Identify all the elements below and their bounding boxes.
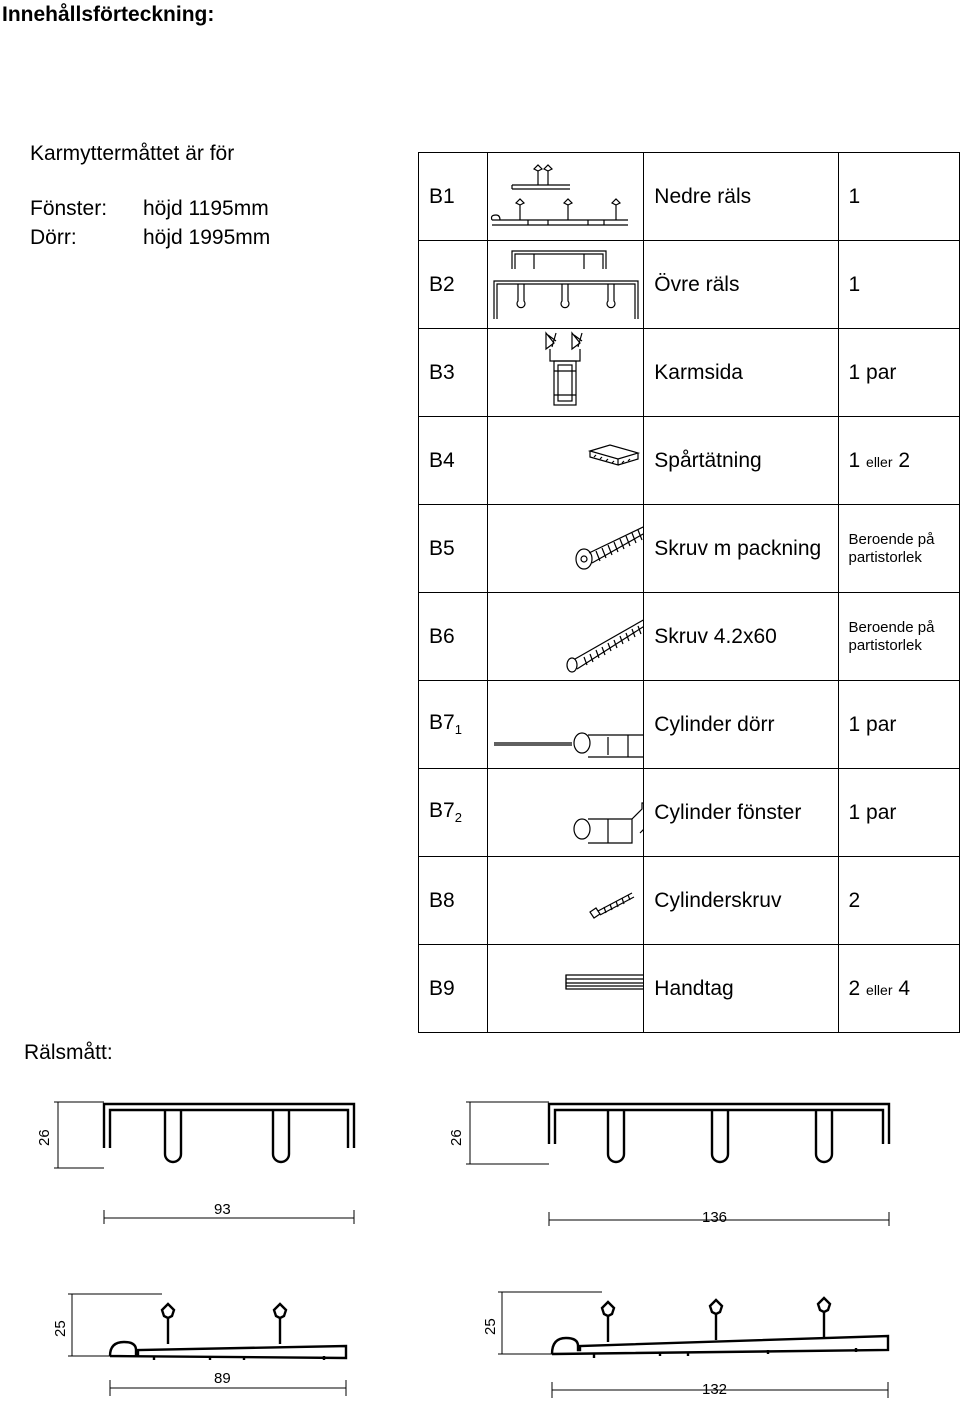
part-quantity [838,417,960,505]
rail-dimensions-heading: Rälsmått: [24,1041,113,1064]
part-name: Spårtätning [644,417,838,505]
table-row [419,153,960,241]
code-main: B7 [429,799,455,823]
part-quantity: 1 [838,153,960,241]
table-row [419,681,960,769]
door-cylinder-icon [488,681,644,769]
window-label: Fönster: [30,197,108,220]
part-code [419,769,488,857]
dim-upper-large-width: 136 [702,1209,728,1226]
dim-lower-small-height: 25 [52,1320,69,1337]
code-subscript: 1 [454,722,462,738]
lower-rail-small-profile [110,1304,346,1360]
part-quantity [838,945,960,1033]
upper-rail-small-profile [104,1104,354,1162]
table-row [419,593,960,681]
part-quantity-note [838,593,960,681]
qty-value: 2 [848,976,861,1000]
part-name: Skruv m packning [644,505,838,593]
upper-rail-large-profile [549,1104,889,1162]
door-height: höjd 1995mm [143,226,271,249]
part-quantity: 2 [838,857,960,945]
part-quantity: 1 par [838,769,960,857]
part-quantity: 1 par [838,329,960,417]
part-name: Övre räls [644,241,838,329]
part-name: Cylinderskruv [644,857,838,945]
part-name: Cylinder dörr [644,681,838,769]
lower-rail-icon [488,153,644,241]
note-line-1: Beroende på [848,530,935,548]
page-title: Innehållsförteckning: [2,3,215,26]
screw-with-gasket-icon [488,505,644,593]
part-name: Skruv 4.2x60 [644,593,838,681]
table-row [419,945,960,1033]
handle-icon [488,945,644,1033]
part-code: B5 [419,505,488,593]
dim-lower-large-height: 25 [482,1318,499,1335]
window-cylinder-icon [488,769,644,857]
note-line-2: partistorlek [848,548,922,566]
lower-rail-large-profile [552,1298,888,1358]
dim-upper-small-height: 26 [36,1129,53,1146]
table-row [419,857,960,945]
dimension-lines-upper [54,1102,889,1226]
part-code: B1 [419,153,488,241]
cylinder-screw-icon [488,857,644,945]
qty-alt: 2 [898,448,911,472]
part-code [419,681,488,769]
qty-value: 1 [848,448,861,472]
door-label: Dörr: [30,226,77,249]
note-line-1: Beroende på [848,618,935,636]
qty-or: eller [866,981,893,998]
table-row [419,241,960,329]
window-height: höjd 1195mm [143,197,269,220]
part-name: Handtag [644,945,838,1033]
parts-table [418,152,960,1033]
screw-icon [488,593,644,681]
table-row [419,329,960,417]
part-code: B3 [419,329,488,417]
table-row [419,769,960,857]
dim-upper-small-width: 93 [214,1201,231,1218]
dim-lower-large-width: 132 [702,1381,728,1398]
qty-or: eller [866,453,893,470]
table-row [419,505,960,593]
track-seal-icon [488,417,644,505]
qty-alt: 4 [898,976,911,1000]
part-quantity: 1 [838,241,960,329]
note-line-2: partistorlek [848,636,922,654]
part-name: Nedre räls [644,153,838,241]
table-row [419,417,960,505]
part-code: B6 [419,593,488,681]
part-quantity-note [838,505,960,593]
part-code: B9 [419,945,488,1033]
code-subscript: 2 [454,810,462,826]
frame-side-icon [488,329,644,417]
upper-rail-icon [488,241,644,329]
part-name: Cylinder fönster [644,769,838,857]
dimension-lines-lower [68,1292,888,1398]
part-code: B4 [419,417,488,505]
code-main: B7 [429,711,455,735]
dim-upper-large-height: 26 [448,1129,465,1146]
part-code: B8 [419,857,488,945]
part-code: B2 [419,241,488,329]
part-quantity: 1 par [838,681,960,769]
intro-line: Karmyttermåttet är för [30,142,235,165]
part-name: Karmsida [644,329,838,417]
dim-lower-small-width: 89 [214,1370,231,1387]
